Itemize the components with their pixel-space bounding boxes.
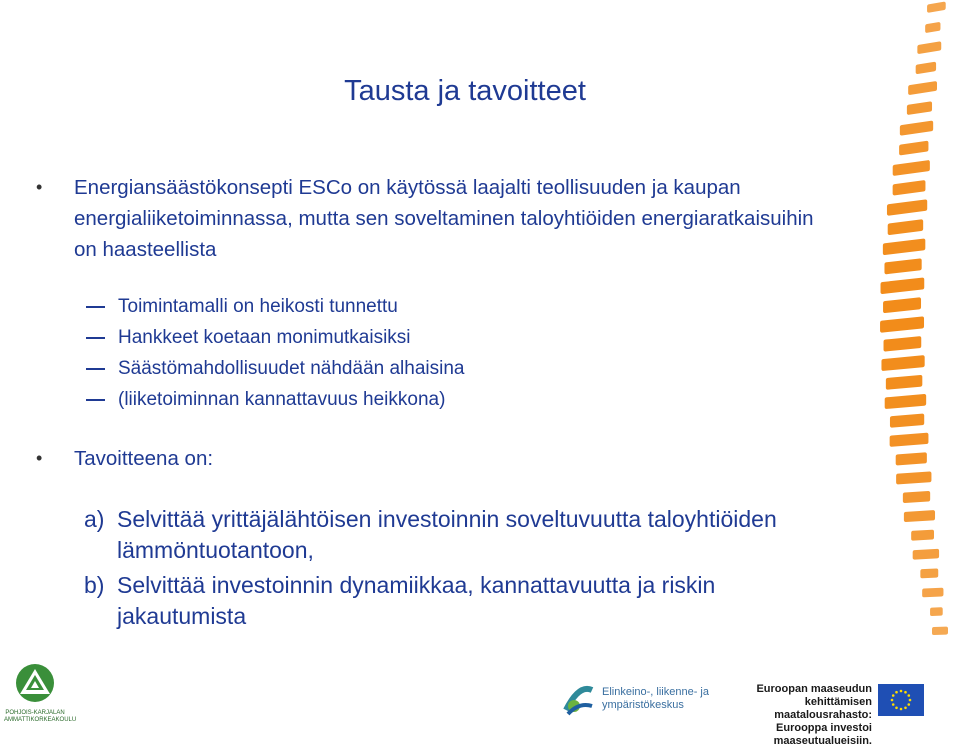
decoration-stripe — [885, 394, 926, 409]
eu-funding-text — [712, 683, 872, 748]
decoration-stripe — [930, 607, 943, 616]
decoration-stripe — [911, 530, 934, 541]
decoration-stripe — [888, 219, 923, 235]
list-item — [86, 322, 836, 353]
slide-title: Tausta ja tavoitteet — [344, 75, 586, 107]
decoration-stripe — [900, 120, 933, 135]
decoration-stripe — [904, 510, 935, 522]
dash-icon — [86, 322, 118, 353]
ely-text-line1: Elinkeino-, liikenne- ja — [602, 686, 709, 698]
challenges-list — [36, 291, 836, 415]
goal-label: b) — [84, 572, 105, 598]
decoration-stripe — [917, 41, 941, 54]
eu-star — [904, 691, 907, 694]
eu-star — [907, 703, 910, 706]
list-item — [86, 353, 836, 384]
eu-text-line2: kehittämisen maatalousrahasto: — [774, 696, 872, 721]
ely-emblem-icon — [562, 680, 596, 718]
decoration-stripe — [887, 199, 927, 216]
eu-star — [891, 699, 894, 702]
pkamk-logo-text: POHJOIS-KARJALAN AMMATTIKORKEAKOULU — [4, 710, 77, 723]
bullet-text: Energiansäästökonsepti ESCo on käytössä laajalti teollisuuden ja kaupan energialiiketoiminnassa, mutta sen soveltaminen taloyhtiöiden energiaratkaisuihin on haasteellista — [74, 176, 814, 261]
decoration-stripe — [884, 258, 921, 274]
decoration-stripe — [922, 588, 943, 598]
ely-text-line2: ympäristökeskus — [602, 699, 684, 711]
goals-list — [36, 504, 836, 632]
eu-text-line1: Euroopan maaseudun — [756, 683, 872, 695]
goal-text: Selvittää yrittäjälähtöisen investoinnin soveltuvuutta taloyhtiöiden lämmöntuotantoon, — [117, 506, 777, 563]
pkamk-logo — [4, 663, 77, 724]
bullet-icon: • — [36, 448, 43, 468]
bullet-esco — [36, 172, 836, 265]
goal-item-a — [84, 504, 836, 566]
dash-icon — [86, 384, 118, 415]
list-item — [86, 291, 836, 322]
bullet-text: Tavoitteena on: — [74, 447, 214, 470]
pkamk-triangle-icon — [4, 663, 66, 705]
goal-text: Selvittää investoinnin dynamiikkaa, kannattavuutta ja riskin jakautumista — [117, 572, 716, 629]
decoration-stripe — [890, 433, 929, 447]
eu-star — [909, 699, 912, 702]
list-item-text: Hankkeet koetaan monimutkaisiksi — [118, 327, 411, 348]
ely-text — [602, 686, 709, 712]
decoration-stripe — [886, 375, 922, 390]
decoration-stripe — [913, 549, 939, 560]
list-item-text: Toimintamalli on heikosti tunnettu — [118, 296, 398, 317]
decoration-stripe — [932, 627, 948, 636]
decoration-stripe — [896, 471, 931, 484]
decoration-stripe — [903, 491, 930, 503]
eu-star — [900, 708, 903, 711]
eu-text-line3: Eurooppa investoi maaseutualueisiin. — [773, 722, 872, 747]
decoration-stripe — [890, 413, 924, 427]
goal-item-b — [84, 570, 836, 632]
bullet-goals — [36, 443, 836, 474]
list-item-text: Säästömahdollisuudet nähdään alhaisina — [118, 358, 465, 379]
decoration-stripe — [893, 160, 930, 176]
list-item-text: (liiketoiminnan kannattavuus heikkona) — [118, 389, 446, 410]
eu-star — [900, 690, 903, 693]
list-item — [86, 384, 836, 415]
bullet-icon: • — [36, 177, 43, 197]
eu-star — [892, 703, 895, 706]
decoration-stripe — [896, 452, 927, 465]
decoration-stripe — [884, 336, 922, 352]
eu-star — [895, 706, 898, 709]
eu-star — [895, 691, 898, 694]
goal-label: a) — [84, 506, 105, 532]
eu-star — [907, 694, 910, 697]
decoration-stripe — [883, 297, 921, 313]
decoration-stripe — [881, 277, 925, 294]
slide-content — [36, 172, 836, 632]
eu-flag-icon — [878, 684, 924, 716]
decoration-stripe — [883, 238, 925, 255]
decoration-stripe — [881, 355, 924, 371]
eu-star — [892, 694, 895, 697]
decoration-stripe — [927, 1, 946, 13]
decoration-stripe — [893, 180, 926, 196]
decoration-stripe — [899, 141, 928, 156]
eu-star — [904, 706, 907, 709]
dash-icon — [86, 291, 118, 322]
ely-logo — [562, 678, 712, 720]
decoration-stripe — [920, 568, 938, 578]
decoration-stripe — [916, 62, 936, 75]
decoration-stripe — [925, 22, 940, 33]
dash-icon — [86, 353, 118, 384]
decoration-stripe — [880, 316, 924, 333]
